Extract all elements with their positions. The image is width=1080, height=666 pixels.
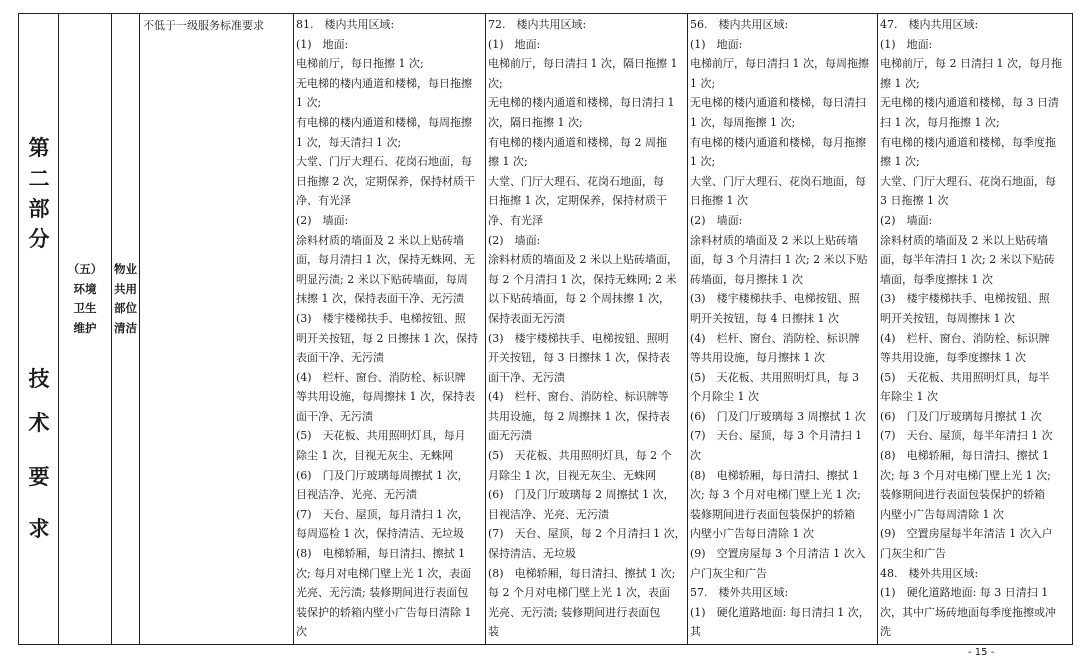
text-line: 装修期间进行表面包装保护的轿箱	[690, 507, 855, 521]
text-line: (6) 门及门厅玻璃每 2 周擦拭 1 次，	[488, 488, 675, 502]
page-number: - 15 -	[968, 647, 995, 658]
text-line: (6) 门及门厅玻璃每 3 周擦拭 1 次	[690, 409, 866, 423]
text-line: 电梯前厅，每日拖擦 1 次;	[296, 57, 424, 71]
column-text	[690, 15, 877, 642]
part-title	[19, 14, 58, 644]
text-line: 年除尘 1 次	[880, 390, 938, 404]
text-line: 次; 每 3 个月对电梯门壁上光 1 次;	[880, 468, 1051, 482]
text-line: (5) 天花板、共用照明灯具，每半	[880, 370, 1050, 384]
text-line: 电梯前厅，每 2 日清扫 1 次，每月拖	[880, 57, 1062, 71]
text-line: 每 2 个月清扫 1 次，保持无蛛网; 2 米	[488, 272, 677, 286]
text-line: 有电梯的楼内通道和楼梯，每周拖擦	[296, 115, 472, 129]
text-line: 次; 每 3 个月对电梯门壁上光 1 次;	[690, 488, 861, 502]
column-text	[880, 15, 1073, 642]
text-line: (4) 栏杆、窗台、消防栓、标识牌	[296, 370, 466, 384]
text-line: 擦 1 次;	[488, 155, 528, 169]
text-line: (3) 楼宇楼梯扶手、电梯按钮、照	[690, 292, 860, 306]
text-line: 1 次，每天清扫 1 次;	[296, 135, 402, 149]
service-level-column-3	[688, 14, 878, 644]
text-line: (7) 天台、屋顶，每半年清扫 1 次	[880, 429, 1053, 443]
text-line: 明开关按钮，每 4 日擦抹 1 次	[690, 311, 839, 325]
part-title-char: 求	[28, 516, 50, 541]
part-title-char: 技	[28, 366, 50, 391]
text-line: 有电梯的楼内通道和楼梯，每月拖擦	[690, 135, 866, 149]
text-line: 面，每 3 个月清扫 1 次; 2 米以下贴	[690, 253, 868, 267]
text-line: (8) 电梯轿厢，每日清扫、擦拭 1 次;	[488, 566, 676, 580]
text-line: 目视洁净、光亮、无污渍	[296, 488, 417, 502]
text-line: (8) 电梯轿厢，每日清扫、擦拭 1	[690, 468, 860, 482]
part-title-char: 部	[28, 196, 50, 221]
text-line: 81. 楼内共用区域:	[296, 18, 395, 31]
text-line: 涂料材质的墙面及 2 米以上贴砖墙	[296, 233, 464, 247]
text-line: 72. 楼内共用区域:	[488, 18, 587, 31]
text-line: 明显污渍; 2 米以下贴砖墙面，每周	[296, 272, 468, 286]
text-line: 日拖擦 1 次	[690, 194, 748, 208]
text-line: 有电梯的楼内通道和楼梯，每季度拖	[880, 135, 1056, 149]
text-line: 1 次，每周拖擦 1 次;	[690, 115, 796, 129]
text-line: 装	[488, 625, 499, 639]
text-line: 3 日拖擦 1 次	[880, 194, 949, 208]
text-line: 明开关按钮，每 2 日擦抹 1 次，保持	[296, 331, 478, 345]
category-label: （五） 环境 卫生 维护	[67, 262, 103, 335]
text-line: 洗	[880, 625, 891, 639]
text-line: 56. 楼内共用区域:	[690, 18, 789, 31]
text-line: (3) 楼宇楼梯扶手、电梯按钮、照	[296, 311, 466, 325]
text-line: 每周巡检 1 次，保持清洁、无垃圾	[296, 527, 464, 541]
text-line: 共用设施，每 2 周擦抹 1 次，保持表	[488, 409, 670, 423]
text-line: (2) 墙面:	[296, 213, 349, 227]
text-line: (1) 地面:	[296, 37, 349, 51]
category-column	[59, 14, 112, 644]
part-title-char: 分	[28, 226, 50, 251]
text-line: (6) 门及门厅玻璃每月擦拭 1 次	[880, 409, 1042, 423]
text-line: 面，每月清扫 1 次，保持无蛛网、无	[296, 253, 475, 267]
text-line: (2) 墙面:	[880, 213, 933, 227]
part-title-column	[19, 14, 59, 644]
text-line: 大堂、门厅大理石、花岗石地面，每	[296, 155, 472, 169]
text-line: (7) 天台、屋顶，每月清扫 1 次，	[296, 507, 469, 521]
text-line: 次，隔日拖擦 1 次;	[488, 115, 583, 129]
text-line: (5) 天花板、共用照明灯具，每 3	[690, 370, 860, 384]
text-line: 砖墙面，每月擦抹 1 次	[690, 272, 803, 286]
text-line: (1) 硬化道路地面: 每 3 日清扫 1	[880, 586, 1049, 600]
text-line: 内壁小广告每日清除 1 次	[690, 527, 814, 541]
text-line: 保持表面无污渍	[488, 311, 565, 325]
text-line: 扫 1 次，每月拖擦 1 次;	[880, 115, 1000, 129]
text-line: 涂料材质的墙面及 2 米以上贴砖墙面，	[488, 253, 678, 267]
text-line: 以下贴砖墙面，每 2 个周抹擦 1 次，	[488, 292, 670, 306]
text-line: 大堂、门厅大理石、花岗石地面，每	[880, 174, 1056, 188]
text-line: (1) 地面:	[880, 37, 933, 51]
text-line: 个月除尘 1 次	[690, 390, 759, 404]
text-line: 擦 1 次;	[880, 76, 920, 90]
part-title-char: 第	[28, 135, 50, 160]
text-line: (7) 天台、屋顶，每 3 个月清扫 1	[690, 429, 863, 443]
column-text	[296, 15, 485, 642]
text-line: 等共用设施，每月擦抹 1 次	[690, 351, 825, 365]
text-line: 面干净、无污渍	[488, 370, 565, 384]
text-line: 涂料材质的墙面及 2 米以上贴砖墙	[690, 233, 858, 247]
standard-column	[140, 14, 294, 644]
text-line: 次	[690, 449, 701, 463]
text-line: 光亮、无污渍; 装修期间进行表面包	[488, 605, 661, 619]
text-line: 装保护的轿箱内壁小广告每日清除 1	[296, 605, 472, 619]
text-line: 内壁小广告每周清除 1 次	[880, 507, 1004, 521]
service-level-column-2	[486, 14, 688, 644]
text-line: 保持清洁、无垃圾	[488, 547, 576, 561]
text-line: 等共用设施，每周擦抹 1 次，保持表	[296, 390, 475, 404]
text-line: (4) 栏杆、窗台、消防栓、标识牌	[880, 331, 1050, 345]
text-line: (1) 地面:	[690, 37, 743, 51]
text-line: (2) 墙面:	[488, 233, 541, 247]
text-line: (3) 楼宇楼梯扶手、电梯按钮、照明	[488, 331, 669, 345]
text-line: (6) 门及门厅玻璃每周擦拭 1 次，	[296, 468, 469, 482]
part-title-char: 要	[28, 464, 50, 489]
text-line: 等共用设施，每季度擦抹 1 次	[880, 351, 1026, 365]
text-line: 净、有光泽	[488, 213, 543, 227]
text-line: 除尘 1 次，目视无灰尘、无蛛网	[296, 449, 453, 463]
text-line: 面，每半年清扫 1 次; 2 米以下贴砖	[880, 253, 1055, 267]
text-line: 目视洁净、光亮、无污渍	[488, 507, 609, 521]
text-line: (5) 天花板、共用照明灯具，每月	[296, 429, 466, 443]
text-line: 日拖擦 2 次，定期保养，保持材质干	[296, 174, 475, 188]
text-line: 装修期间进行表面包装保护的轿箱	[880, 488, 1045, 502]
text-line: 大堂、门厅大理石、花岗石地面，每	[690, 174, 866, 188]
text-line: (4) 栏杆、窗台、消防栓、标识牌	[690, 331, 860, 345]
text-line: 1 次;	[690, 76, 716, 90]
text-line: (3) 楼宇楼梯扶手、电梯按钮、照	[880, 292, 1050, 306]
text-line: (5) 天花板、共用照明灯具，每 2 个	[488, 449, 672, 463]
text-line: 无电梯的楼内通道和楼梯，每日清扫 1	[488, 96, 675, 110]
text-line: 48. 楼外共用区域:	[880, 566, 979, 580]
text-line: 面无污渍	[488, 429, 532, 443]
text-line: (1) 地面:	[488, 37, 541, 51]
text-line: 次，其中广场砖地面每季度拖擦或冲	[880, 605, 1056, 619]
column-text	[488, 15, 687, 642]
service-level-column-1	[294, 14, 486, 644]
subcategory-column	[112, 14, 140, 644]
text-line: (2) 墙面:	[690, 213, 743, 227]
text-line: 1 次;	[296, 96, 322, 110]
text-line: 每 2 个月对电梯门壁上光 1 次，表面	[488, 586, 670, 600]
text-line: 面干净、无污渍	[296, 409, 373, 423]
text-line: 开关按钮，每 3 日擦抹 1 次，保持表	[488, 351, 670, 365]
text-line: 户门灰尘和广告	[690, 566, 767, 580]
text-line: 净、有光泽	[296, 194, 351, 208]
text-line: (1) 硬化道路地面: 每日清扫 1 次，	[690, 605, 870, 619]
text-line: 墙面，每季度擦抹 1 次	[880, 272, 993, 286]
text-line: 无电梯的楼内通道和楼梯，每日拖擦	[296, 76, 472, 90]
standard-text: 不低于一级服务标准要求	[143, 19, 264, 32]
text-line: (7) 天台、屋顶，每 2 个月清扫 1 次，	[488, 527, 686, 541]
text-line: 次;	[488, 76, 503, 90]
requirements-table	[18, 13, 1073, 645]
text-line: 无电梯的楼内通道和楼梯，每 3 日清	[880, 96, 1059, 110]
text-line: 门灰尘和广告	[880, 547, 946, 561]
text-line: 次; 每月对电梯门壁上光 1 次，表面	[296, 566, 472, 580]
text-line: (9) 空置房屋每半年清洁 1 次入户	[880, 527, 1053, 541]
text-line: (9) 空置房屋每 3 个月清洁 1 次入	[690, 547, 866, 561]
text-line: (4) 栏杆、窗台、消防栓、标识牌等	[488, 390, 669, 404]
text-line: 电梯前厅，每日清扫 1 次，隔日拖擦 1	[488, 57, 678, 71]
text-line: 电梯前厅，每日清扫 1 次，每周拖擦	[690, 57, 869, 71]
text-line: 光亮、无污渍; 装修期间进行表面包	[296, 586, 469, 600]
subcategory-label: 物业 共用 部位 清洁	[114, 262, 137, 335]
text-line: 1 次;	[690, 155, 716, 169]
text-line: 47. 楼内共用区域:	[880, 18, 979, 31]
text-line: 月除尘 1 次，目视无灰尘、无蛛网	[488, 468, 656, 482]
text-line: 57. 楼外共用区域:	[690, 586, 789, 600]
text-line: 擦 1 次;	[880, 155, 920, 169]
text-line: 有电梯的楼内通道和楼梯，每 2 周拖	[488, 135, 667, 149]
text-line: 日拖擦 1 次，定期保养，保持材质干	[488, 194, 667, 208]
text-line: (8) 电梯轿厢，每日清扫、擦拭 1	[296, 547, 466, 561]
text-line: 无电梯的楼内通道和楼梯，每日清扫	[690, 96, 866, 110]
text-line: 明开关按钮，每周擦抹 1 次	[880, 311, 1015, 325]
text-line: (8) 电梯轿厢，每日清扫、擦拭 1	[880, 449, 1050, 463]
text-line: 表面干净、无污渍	[296, 351, 384, 365]
part-title-char: 二	[28, 166, 50, 191]
text-line: 大堂、门厅大理石、花岗石地面，每	[488, 174, 664, 188]
text-line: 次	[296, 625, 307, 639]
text-line: 其	[690, 625, 701, 639]
part-title-char: 术	[28, 410, 50, 435]
service-level-column-4	[878, 14, 1073, 644]
text-line: 涂料材质的墙面及 2 米以上贴砖墙	[880, 233, 1048, 247]
text-line: 抹擦 1 次，保持表面干净、无污渍	[296, 292, 464, 306]
